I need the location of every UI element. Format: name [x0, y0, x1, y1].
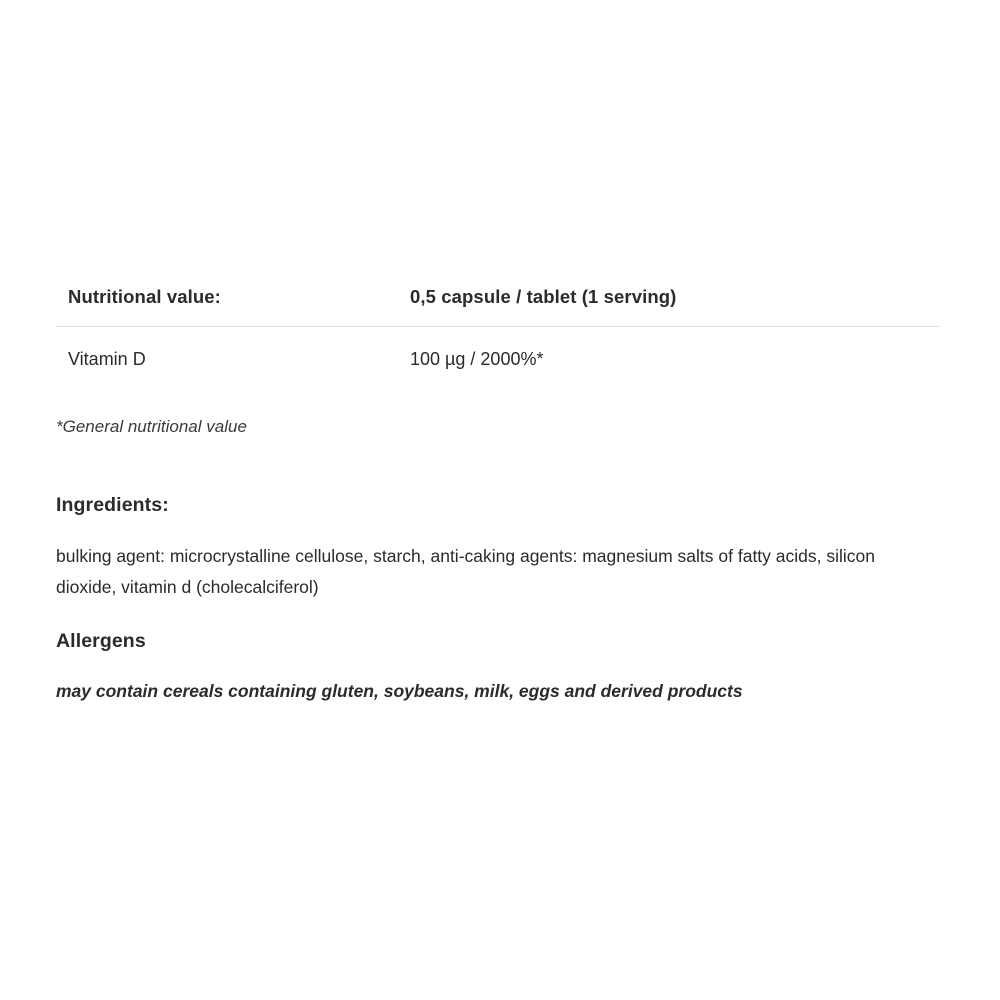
- table-row: [56, 327, 940, 371]
- ingredients-text: bulking agent: microcrystalline cellulose, starch, anti-caking agents: magnesium salts of fatty acids, silicon dioxide, vitamin d (cholecalciferol): [56, 546, 875, 597]
- ingredients-heading: Ingredients:: [56, 494, 169, 516]
- allergens-text: may contain cereals containing gluten, soybeans, milk, eggs and derived products: [56, 681, 743, 701]
- nutrition-footnote: *General nutritional value: [56, 417, 247, 436]
- serving-size-label: 0,5 capsule / tablet (1 serving): [410, 286, 940, 327]
- allergens-heading: Allergens: [56, 630, 146, 652]
- nutrient-name: Vitamin D: [68, 349, 146, 369]
- nutrient-amount: 100 µg / 2000%*: [410, 349, 544, 369]
- table-header-row: [56, 286, 940, 327]
- nutritional-value-label: Nutritional value:: [56, 286, 410, 327]
- nutrition-table: [56, 286, 940, 370]
